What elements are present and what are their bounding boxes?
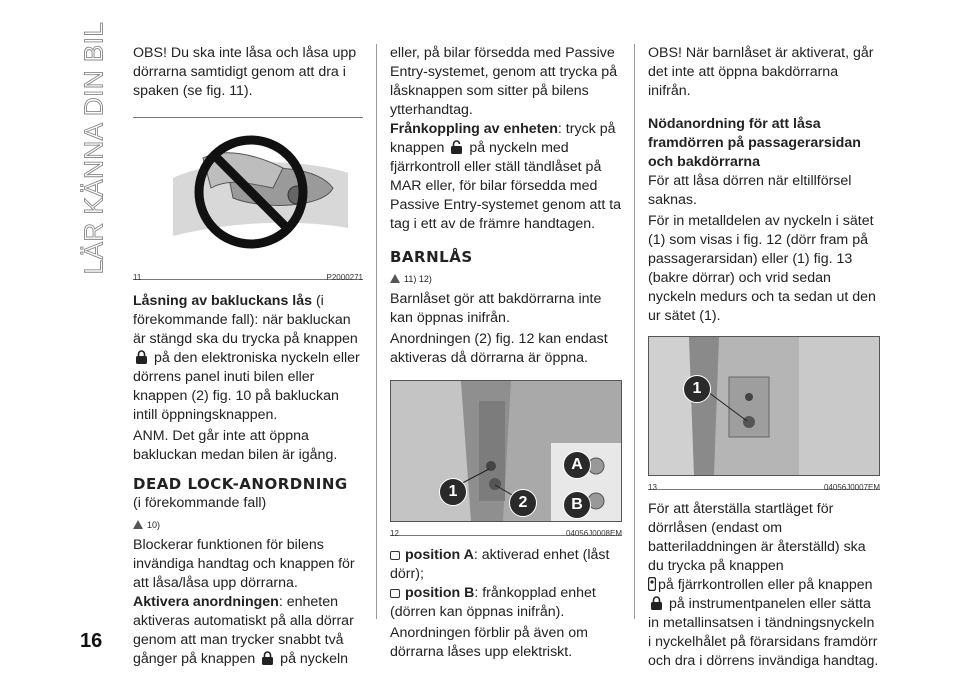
text: på den elektroniska nyckeln eller dörrens panel inuti bilen eller knappen (2) fig. 10 på bakluckan intill öppningsknappen. [133,350,360,423]
callout-B: B [563,491,591,519]
figure-image [133,118,363,266]
text: : frånkopplad enhet (dörren kan öppnas inifrån). [390,585,596,620]
figure-11 [133,117,363,280]
unlock-icon [450,140,463,154]
figure-code: P2000271 [326,273,363,282]
callout-1: 1 [683,375,711,403]
text: (i förekommande fall): när bakluckan är stängd ska du trycka på knappen [133,293,358,347]
bullet-icon [390,589,400,598]
paragraph: För att låsa dörren när eltillförsel saknas. [648,173,852,208]
figure-image [648,336,880,476]
paragraph: För att återställa startläget för dörrlåsen (endast om batteriladdningen är återställd) ska du trycka på knappen [648,501,866,574]
figure-number: 11 [133,273,142,282]
paragraph: Anordningen förblir på även om dörrarna låses upp elektriskt. [390,625,588,660]
paragraph [648,576,880,595]
list-item [390,584,622,622]
warning-ref-text: 11) 12) [404,274,432,284]
warning-reference [390,270,622,289]
figure-code: 04056J0007EM [823,483,880,492]
figure-number: 13 [648,483,657,492]
lock-icon [135,350,148,364]
door-handle-illustration [133,118,363,266]
figure-13 [648,336,880,490]
figure-caption [390,522,622,538]
side-title-text: LÄR KÄNNA DIN BIL [78,21,109,275]
activate-heading: Aktivera anordningen [133,594,279,610]
lock-icon [261,651,274,665]
figure-12 [390,380,622,536]
dead-lock-heading: DEAD LOCK-ANORDNING [133,475,348,493]
bullet-icon [390,551,400,560]
section-side-title [74,21,114,275]
column-2 [390,44,622,662]
text: : aktiverad enhet (låst dörr); [390,547,610,582]
deactivate-heading: Frånkoppling av enheten [390,121,558,137]
emergency-heading: Nödanordning för att låsa framdörren på passagerarsidan och bakdörrarna [648,116,861,170]
figure-caption [133,266,363,282]
text: på fjärrkontrollen eller på knappen [658,577,873,593]
paragraph: Barnlåset gör att bakdörrarna inte kan öppnas inifrån. [390,291,602,326]
callout-A: A [563,451,591,479]
lock-icon [650,596,663,610]
callout-2: 2 [509,489,537,517]
paragraph: ANM. Det går inte att öppna bakluckan medan bilen är igång. [133,428,338,463]
warning-icon [133,520,143,529]
column-1 [133,44,363,669]
text: : enheten aktiveras automatiskt på alla dörrar genom att man trycker snabbt två gånger på knappen [133,594,354,667]
figure-caption [648,476,880,492]
paragraph [648,595,880,671]
figure-number: 12 [390,529,399,538]
column-divider [376,44,377,619]
paragraph: Blockerar funktionen för bilens invändiga handtag och knappen för att låsa/låsa upp dörrarna. [133,537,355,591]
callout-1: 1 [439,478,467,506]
tail-lock-heading: Låsning av bakluckans lås [133,293,312,309]
column-3 [648,44,880,671]
paragraph [390,120,622,234]
figure-image [390,380,622,522]
column-divider [634,44,635,619]
text: på instrumentpanelen eller sätta in metallinsatsen i tändningsnyckeln i nyckelhålet på förarsidans framdörr och dra i dörrens invändiga handtag. [648,596,879,669]
figure-code: 04056J0008EM [565,529,622,538]
paragraph: Anordningen (2) fig. 12 kan endast aktiveras då dörrarna är öppna. [390,331,608,366]
key-icon [648,577,656,591]
paragraph [133,593,363,669]
paragraph: OBS! Du ska inte låsa och låsa upp dörrarna samtidigt genom att dra i spaken (se fig. 11). [133,45,357,99]
warning-icon [390,274,400,283]
list-item [390,546,622,584]
text: på nyckeln med fjärrkontroll eller ställ tändlåset på MAR eller, för bilar försedda med Passive Entry-systemet genom att ta tag i ett av de främre handtagen. [390,140,622,232]
subheading: (i förekommande fall) [133,495,267,511]
child-lock-heading: BARNLÅS [390,248,473,266]
text: på nyckeln [276,651,349,667]
door-lock-illustration [649,337,880,475]
paragraph: OBS! När barnlåset är aktiverat, går det inte att öppna bakdörrarna inifrån. [648,45,874,99]
warning-ref-text: 10) [147,520,161,530]
warning-reference [133,516,363,535]
paragraph: eller, på bilar försedda med Passive Entry-systemet, genom att trycka på låsknappen som sitter på bilens ytterhandtag. [390,45,618,118]
text: : tryck på knappen [390,121,616,156]
paragraph [133,292,363,425]
position-a-label: position A [405,547,474,563]
paragraph: För in metalldelen av nyckeln i sätet (1) som visas i fig. 12 (dörr fram på passagerarsidan) eller (1) fig. 13 (bakre dörrar) och vrid sedan nyckeln medurs och ta sedan ut den ur sätet (1). [648,213,876,324]
page-number: 16 [80,630,103,652]
position-b-label: position B [405,585,475,601]
